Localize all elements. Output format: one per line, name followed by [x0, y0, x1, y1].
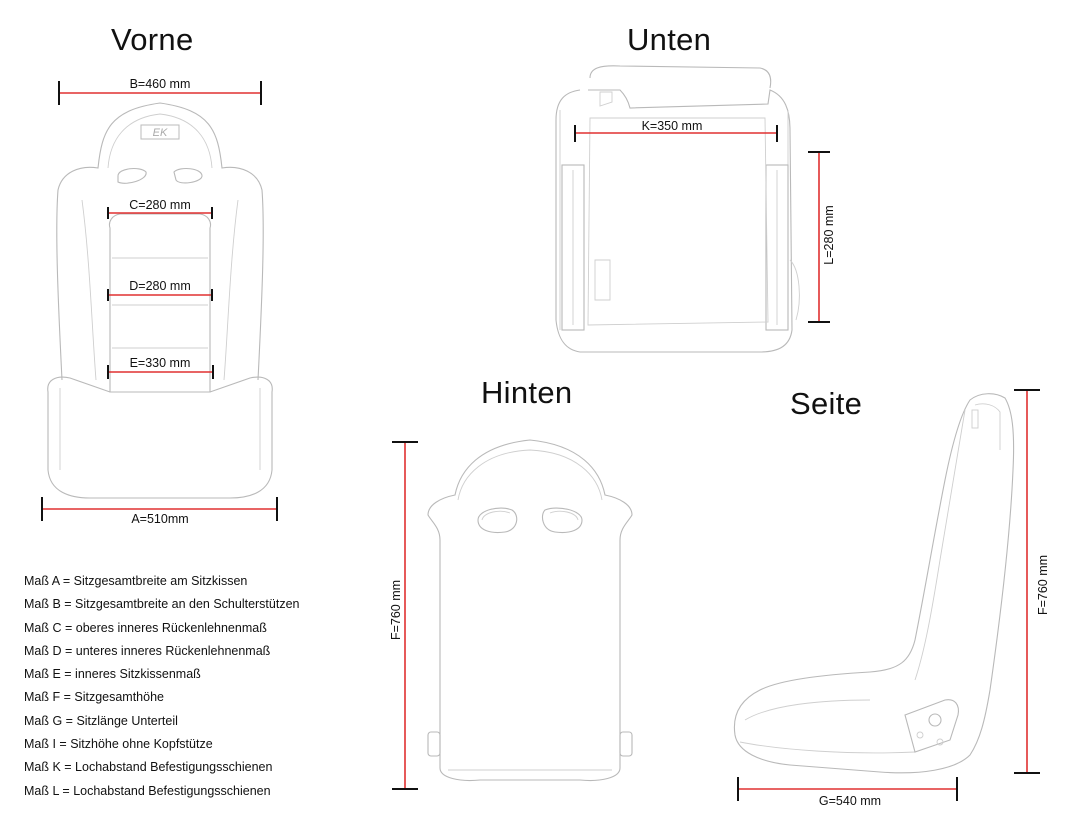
- dimension-f-back: [389, 442, 418, 789]
- dimension-c-label: C=280 mm: [129, 198, 191, 212]
- legend-item-a: Maß A = Sitzgesamtbreite am Sitzkissen: [24, 574, 248, 588]
- side-view-seat: [734, 394, 1013, 773]
- legend-item-e: Maß E = inneres Sitzkissenmaß: [24, 667, 201, 682]
- dimension-k-label: K=350 mm: [641, 119, 703, 133]
- dimension-k: [575, 119, 777, 142]
- dimension-b-label: B=460 mm: [129, 77, 191, 91]
- front-view-seat: [48, 103, 273, 498]
- view-title-side: Seite: [790, 386, 863, 421]
- view-title-bottom: Unten: [627, 22, 712, 57]
- dimension-legend: [24, 570, 300, 803]
- brand-logo-icon: [141, 125, 179, 139]
- dimension-f-side: [1014, 390, 1050, 773]
- dimension-a: [42, 497, 277, 526]
- dimension-g-label: G=540 mm: [818, 794, 882, 808]
- legend-item-b: Maß B = Sitzgesamtbreite an den Schulterstützen: [24, 597, 300, 612]
- dimension-d: [108, 279, 212, 301]
- dimension-g: [738, 777, 957, 808]
- legend-item-f: Maß F = Sitzgesamthöhe: [24, 690, 164, 705]
- legend-item-d: Maß D = unteres inneres Rückenlehnenmaß: [24, 643, 271, 658]
- dimension-e-label: E=330 mm: [129, 356, 191, 370]
- dimension-b: [59, 77, 261, 105]
- legend-item-k: Maß K = Lochabstand Befestigungsschienen: [24, 760, 273, 775]
- dimension-c: [108, 198, 212, 219]
- dimension-e: [108, 356, 213, 379]
- dimension-l-label: L=280 mm: [822, 205, 836, 265]
- legend-item-l: Maß L = Lochabstand Befestigungsschienen: [24, 783, 271, 798]
- dimension-f-side-label: F=760 mm: [1036, 554, 1050, 616]
- view-title-front: Vorne: [111, 22, 194, 57]
- dimension-d-label: D=280 mm: [129, 279, 191, 293]
- legend-item-g: Maß G = Sitzlänge Unterteil: [24, 713, 178, 728]
- dimension-l: [808, 152, 836, 322]
- legend-item-c: Maß C = oberes inneres Rückenlehnenmaß: [24, 620, 267, 635]
- dimension-a-label: A=510mm: [131, 512, 189, 526]
- svg-text:EK: EK: [152, 127, 168, 139]
- view-title-back: Hinten: [481, 375, 573, 410]
- legend-item-i: Maß I = Sitzhöhe ohne Kopfstütze: [24, 737, 213, 752]
- dimension-f-back-label: F=760 mm: [389, 579, 403, 641]
- bottom-view-seat: [556, 66, 799, 352]
- back-view-seat: [428, 440, 632, 781]
